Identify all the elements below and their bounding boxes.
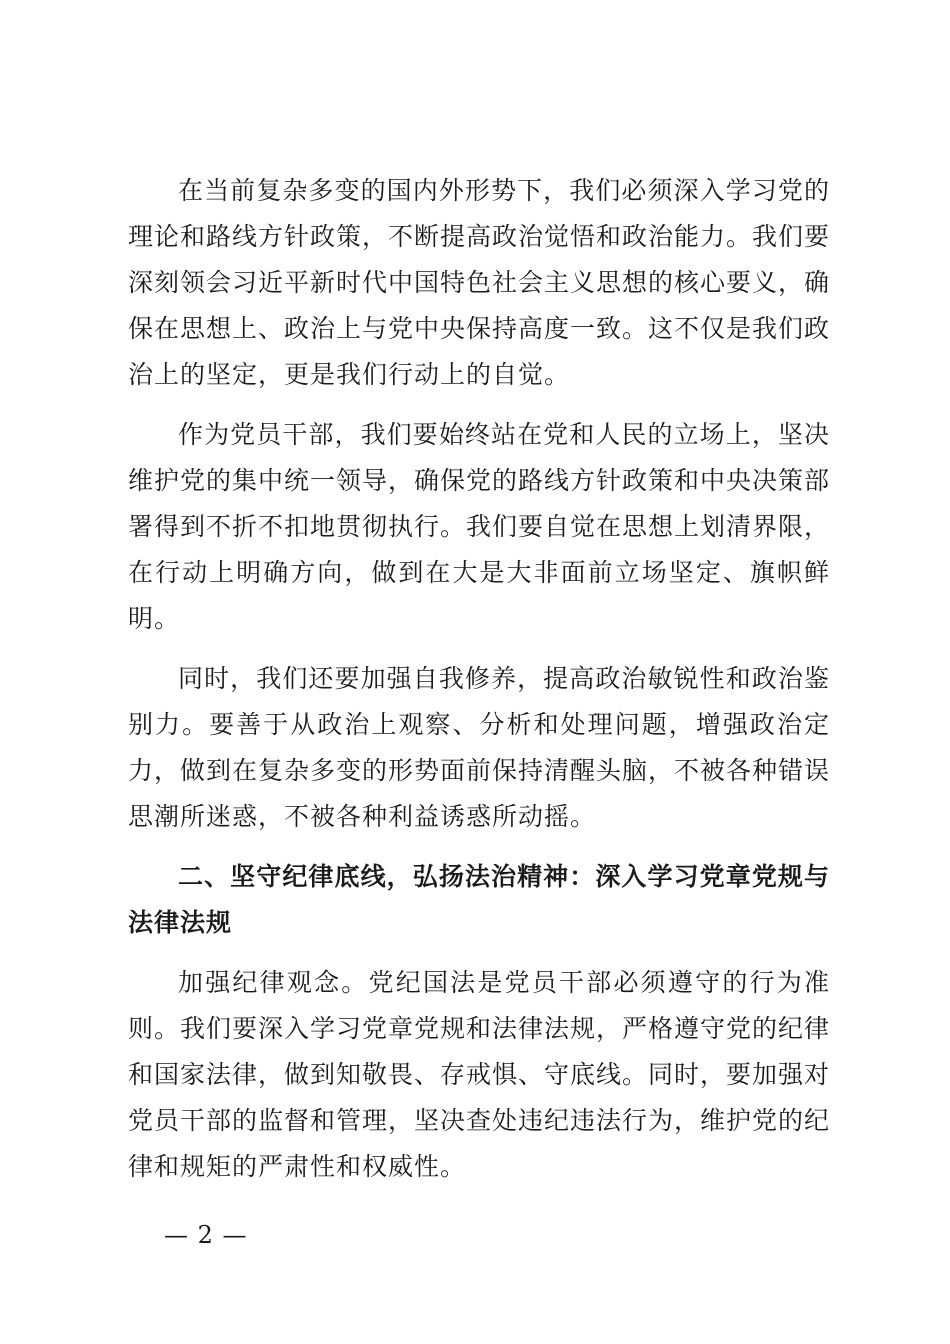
document-body bbox=[128, 168, 830, 1204]
paragraph-2: 作为党员干部，我们要始终站在党和人民的立场上，坚决维护党的集中统一领导，确保党的路线方针政策和中央决策部署得到不折不扣地贯彻执行。我们要自觉在思想上划清界限，在行动上明确方向，做到在大是大非面前立场坚定、旗帜鲜明。 bbox=[128, 420, 831, 633]
page-number: — 2 — bbox=[164, 1221, 248, 1249]
section-paragraph-1: 加强纪律观念。党纪国法是党员干部必须遵守的行为准则。我们要深入学习党章党规和法律法规，严格遵守党的纪律和国家法律，做到知敬畏、存戒惧、守底线。同时，要加强对党员干部的监督和管理，坚决查处违纪违法行为，维护党的纪律和规矩的严肃性和权威性。 bbox=[128, 968, 831, 1181]
paragraph-1: 在当前复杂多变的国内外形势下，我们必须深入学习党的理论和路线方针政策，不断提高政治觉悟和政治能力。我们要深刻领会习近平新时代中国特色社会主义思想的核心要义，确保在思想上、政治上与党中央保持高度一致。这不仅是我们政治上的坚定，更是我们行动上的自觉。 bbox=[128, 176, 831, 389]
section-heading: 二、坚守纪律底线，弘扬法治精神：深入学习党章党规与法律法规 bbox=[128, 862, 830, 937]
paragraph-3: 同时，我们还要加强自我修养，提高政治敏锐性和政治鉴别力。要善于从政治上观察、分析和处理问题，增强政治定力，做到在复杂多变的形势面前保持清醒头脑，不被各种错误思潮所迷惑，不被各种利益诱惑所动摇。 bbox=[128, 664, 831, 831]
